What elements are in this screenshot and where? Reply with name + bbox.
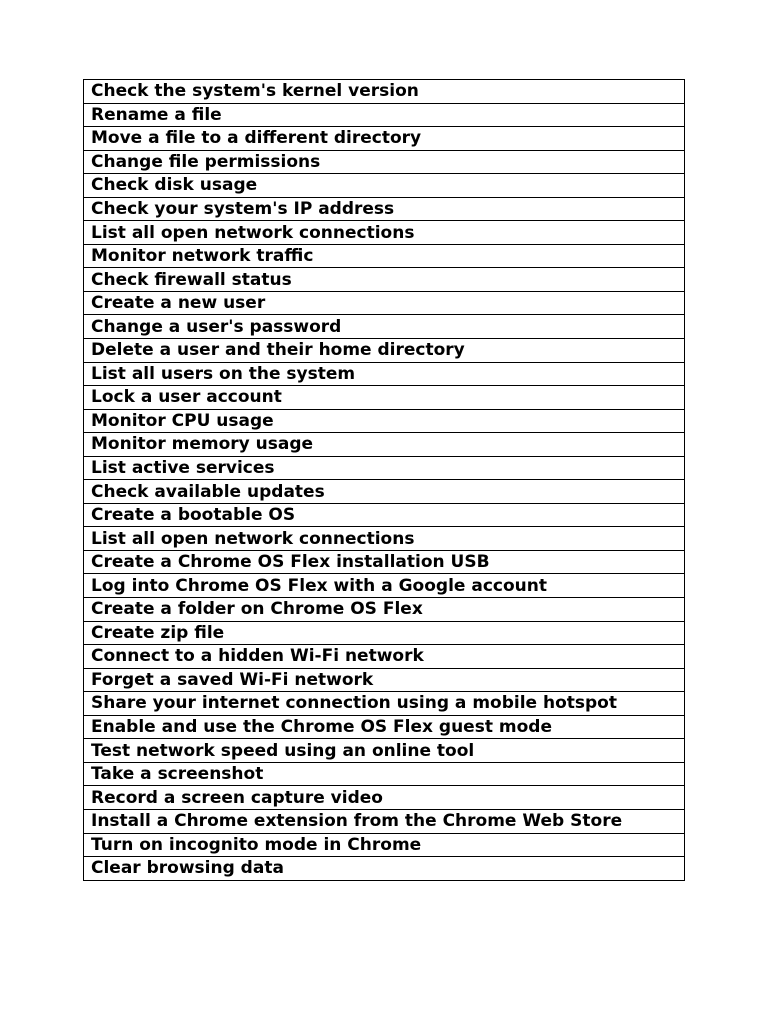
table-row	[84, 291, 685, 315]
table-row	[84, 315, 685, 339]
table-row	[84, 221, 685, 245]
table-row	[84, 197, 685, 221]
task-cell: Check available updates	[84, 480, 685, 504]
table-row	[84, 574, 685, 598]
table-row	[84, 786, 685, 810]
table-row	[84, 857, 685, 881]
table-row	[84, 174, 685, 198]
table-row	[84, 503, 685, 527]
task-cell: Install a Chrome extension from the Chrome Web Store	[84, 809, 685, 833]
task-cell: Check the system's kernel version	[84, 80, 685, 104]
task-cell: Turn on incognito mode in Chrome	[84, 833, 685, 857]
table-row	[84, 739, 685, 763]
table-row	[84, 527, 685, 551]
task-cell: Take a screenshot	[84, 762, 685, 786]
task-cell: Enable and use the Chrome OS Flex guest mode	[84, 715, 685, 739]
task-cell: Move a file to a different directory	[84, 127, 685, 151]
table-row	[84, 362, 685, 386]
task-cell: Forget a saved Wi-Fi network	[84, 668, 685, 692]
table-row	[84, 833, 685, 857]
task-cell: Check disk usage	[84, 174, 685, 198]
task-cell: Monitor memory usage	[84, 433, 685, 457]
table-row	[84, 244, 685, 268]
table-row	[84, 692, 685, 716]
task-cell: Share your internet connection using a mobile hotspot	[84, 692, 685, 716]
task-cell: Connect to a hidden Wi-Fi network	[84, 645, 685, 669]
task-cell: List active services	[84, 456, 685, 480]
task-cell: Check your system's IP address	[84, 197, 685, 221]
table-row	[84, 386, 685, 410]
table-row	[84, 480, 685, 504]
task-cell: Clear browsing data	[84, 857, 685, 881]
task-cell: List all users on the system	[84, 362, 685, 386]
task-cell: List all open network connections	[84, 527, 685, 551]
table-row	[84, 645, 685, 669]
table-row	[84, 762, 685, 786]
task-cell: List all open network connections	[84, 221, 685, 245]
task-cell: Lock a user account	[84, 386, 685, 410]
task-cell: Create a folder on Chrome OS Flex	[84, 598, 685, 622]
table-row	[84, 127, 685, 151]
table-row	[84, 598, 685, 622]
task-cell: Monitor network traffic	[84, 244, 685, 268]
task-cell: Rename a file	[84, 103, 685, 127]
table-row	[84, 809, 685, 833]
task-cell: Create a Chrome OS Flex installation USB	[84, 550, 685, 574]
table-row	[84, 150, 685, 174]
table-row	[84, 433, 685, 457]
task-cell: Create a bootable OS	[84, 503, 685, 527]
table-row	[84, 80, 685, 104]
task-cell: Create zip file	[84, 621, 685, 645]
task-cell: Log into Chrome OS Flex with a Google account	[84, 574, 685, 598]
table-row	[84, 339, 685, 363]
task-table-body	[84, 80, 685, 881]
task-cell: Monitor CPU usage	[84, 409, 685, 433]
table-row	[84, 456, 685, 480]
task-cell: Test network speed using an online tool	[84, 739, 685, 763]
task-cell: Delete a user and their home directory	[84, 339, 685, 363]
table-row	[84, 621, 685, 645]
task-cell: Create a new user	[84, 291, 685, 315]
table-row	[84, 715, 685, 739]
table-row	[84, 268, 685, 292]
table-row	[84, 668, 685, 692]
table-row	[84, 103, 685, 127]
task-cell: Record a screen capture video	[84, 786, 685, 810]
task-cell: Check firewall status	[84, 268, 685, 292]
task-cell: Change file permissions	[84, 150, 685, 174]
task-cell: Change a user's password	[84, 315, 685, 339]
table-row	[84, 409, 685, 433]
table-row	[84, 550, 685, 574]
task-table	[83, 79, 685, 881]
